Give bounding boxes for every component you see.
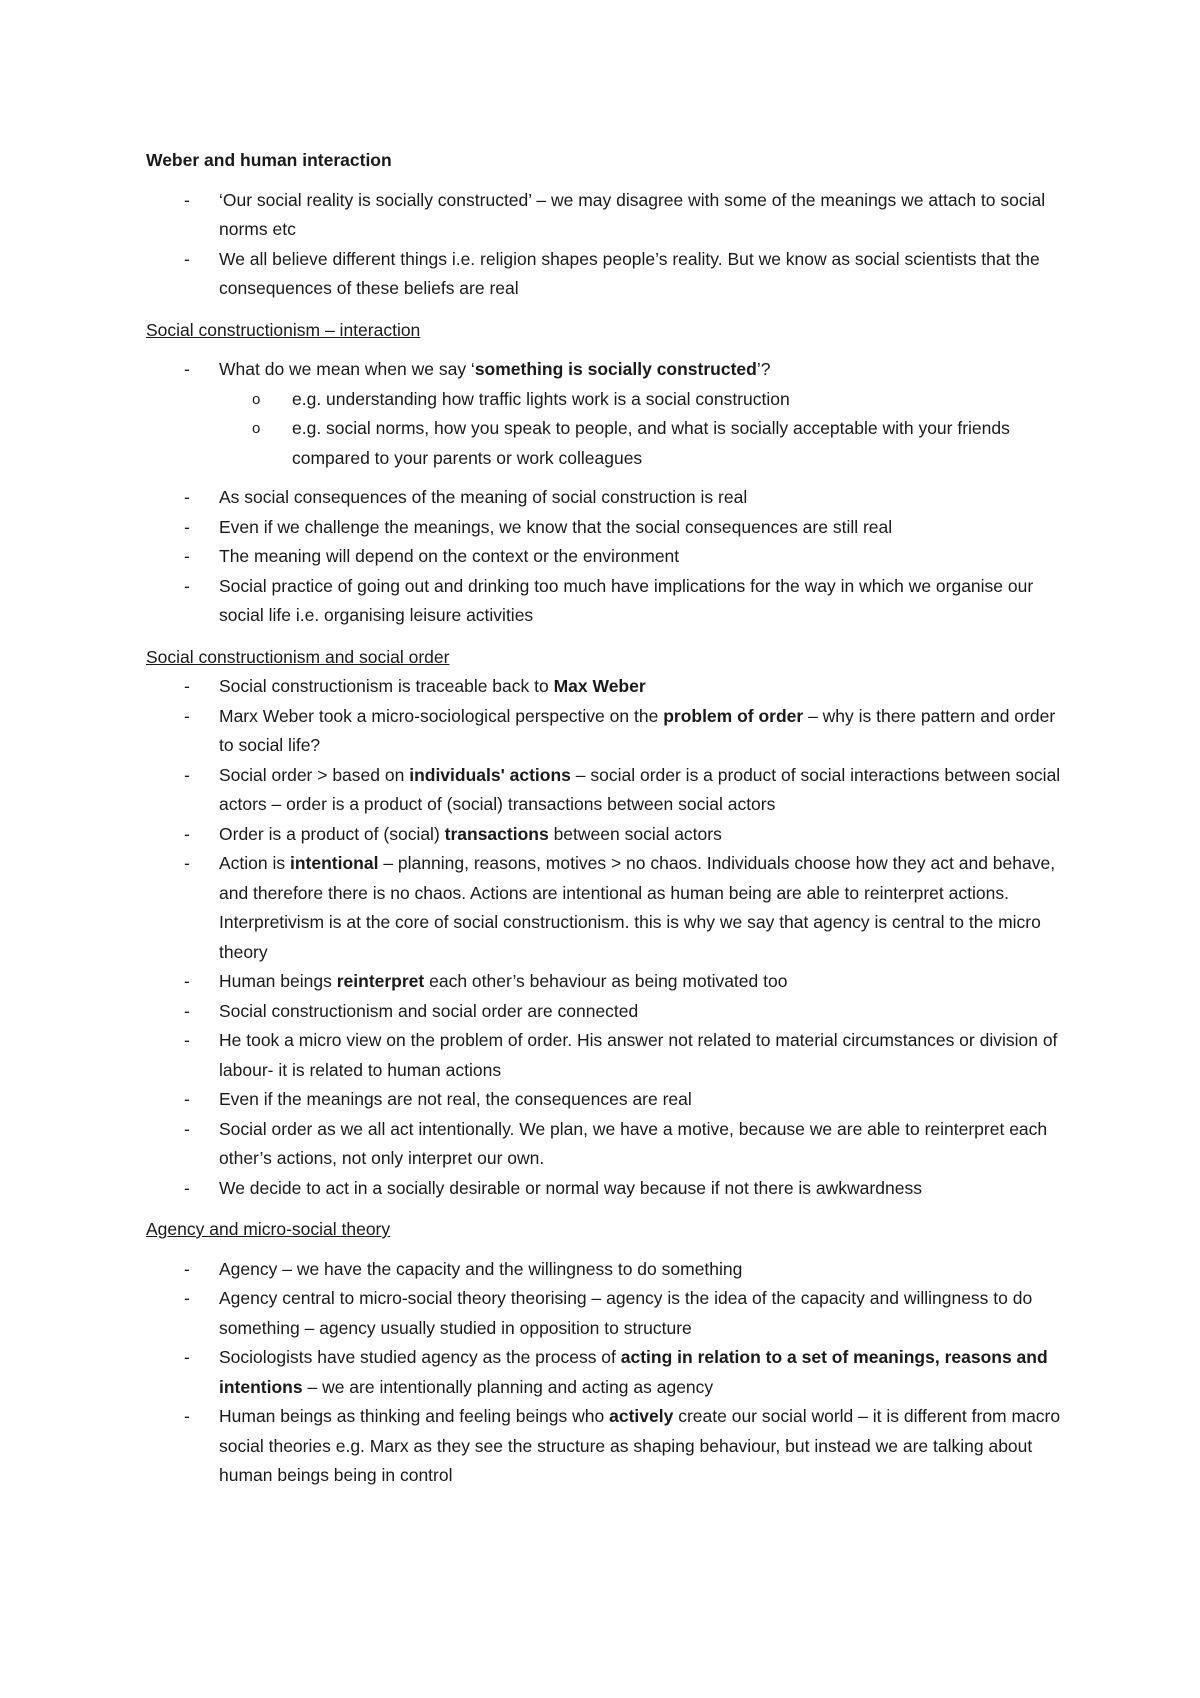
bold-text: acting in relation to a set of meanings, reasons and intentions [219,1347,1048,1397]
bold-text: problem of order [663,705,804,726]
bold-text: something is socially constructed [474,359,757,379]
list-item: - Social practice of going out and drinking too much have implications for the way in which we organise our social life i.e. organising leisure activities [146,572,1066,631]
list-item: - Social order as we all act intentionally. We plan, we have a motive, because we are able to reinterpret each other’s actions, not only interpret our own. [146,1115,1066,1174]
list-item: - Agency – we have the capacity and the willingness to do something [146,1255,1066,1285]
text-run: What do we mean when we say ‘ [219,359,475,379]
text-run: – social order is a product of social interactions between social actors – order is a product of (social) transactions between social actors [219,764,1061,814]
list-item [146,1343,1066,1402]
text-run: Marx Weber took a micro-sociological perspective on the [219,705,664,726]
intro-list [146,186,1066,304]
interaction-list-2 [146,483,1066,631]
list-item [146,1402,1066,1491]
section-heading-interaction: Social constructionism – interaction [146,319,421,340]
text-run: Social order > based on [219,764,410,785]
text-run: Action is [219,853,290,873]
list-item: - He took a micro view on the problem of order. His answer not related to material circumstances or division of labour- it is related to human actions [146,1026,1066,1085]
text-run: Human beings as thinking and feeling beings who [219,1406,610,1426]
text-run: Social constructionism is traceable back to [219,676,554,696]
text-run: – planning, reasons, motives > no chaos. Individuals choose how they act and behave, and therefore there is no chaos. Actions are intentional as human being are able to reinterpret actions. Interpretivism is at the core of social constructionism. this is why we say that agency is central to the micro theory [219,853,1056,962]
agency-list [146,1255,1066,1491]
list-item: - The meaning will depend on the context or the environment [146,542,1066,572]
sub-list-item: o e.g. understanding how traffic lights work is a social construction [219,385,1066,415]
text-run: Human beings [219,971,337,991]
list-item: - ‘Our social reality is socially constructed’ – we may disagree with some of the meanings we attach to social norms etc [146,186,1066,245]
bold-text: transactions [444,823,549,844]
list-item [146,967,1066,997]
sub-list [219,385,1066,474]
bold-text: Max Weber [553,676,646,696]
bold-text: individuals' actions [409,764,571,785]
list-item [146,761,1066,820]
list-item [146,672,1066,702]
text-run: ’? [756,359,771,379]
bold-text: intentional [290,853,379,873]
list-item: - We decide to act in a socially desirable or normal way because if not there is awkwardness [146,1174,1066,1204]
text-run: Sociologists have studied agency as the process of [219,1347,621,1367]
list-item: - As social consequences of the meaning of social construction is real [146,483,1066,513]
text-run: Order is a product of (social) [219,823,445,844]
list-item [146,820,1066,850]
text-run: create our social world – it is different from macro social theories e.g. Marx as they see the structure as shaping behaviour, but instead we are talking about human beings being in control [219,1406,1061,1485]
section-heading-social-order: Social constructionism and social order [146,646,450,667]
bold-text: reinterpret [336,971,425,991]
list-item: - Even if the meanings are not real, the consequences are real [146,1085,1066,1115]
bold-text: actively [609,1406,674,1426]
list-item: - Agency central to micro-social theory theorising – agency is the idea of the capacity and willingness to do something – agency usually studied in opposition to structure [146,1284,1066,1343]
interaction-list [146,355,1066,473]
list-item [146,355,1066,473]
section-heading-agency: Agency and micro-social theory [146,1219,391,1239]
list-item [146,849,1066,967]
text-run: – we are intentionally planning and acting as agency [302,1376,714,1397]
text-run: – why is there pattern and order to social life? [219,705,1056,755]
document-page [146,146,1066,1491]
social-order-list [146,672,1066,1203]
text-run: each other’s behaviour as being motivated too [424,971,788,991]
list-item [146,702,1066,761]
list-item: - Social constructionism and social order are connected [146,997,1066,1027]
sub-list-item: o e.g. social norms, how you speak to people, and what is socially acceptable with your friends compared to your parents or work colleagues [219,414,1066,473]
list-item: - We all believe different things i.e. religion shapes people’s reality. But we know as social scientists that the consequences of these beliefs are real [146,245,1066,304]
document-title: Weber and human interaction [146,150,392,170]
text-run: between social actors [548,823,722,844]
list-item: - Even if we challenge the meanings, we know that the social consequences are still real [146,513,1066,543]
